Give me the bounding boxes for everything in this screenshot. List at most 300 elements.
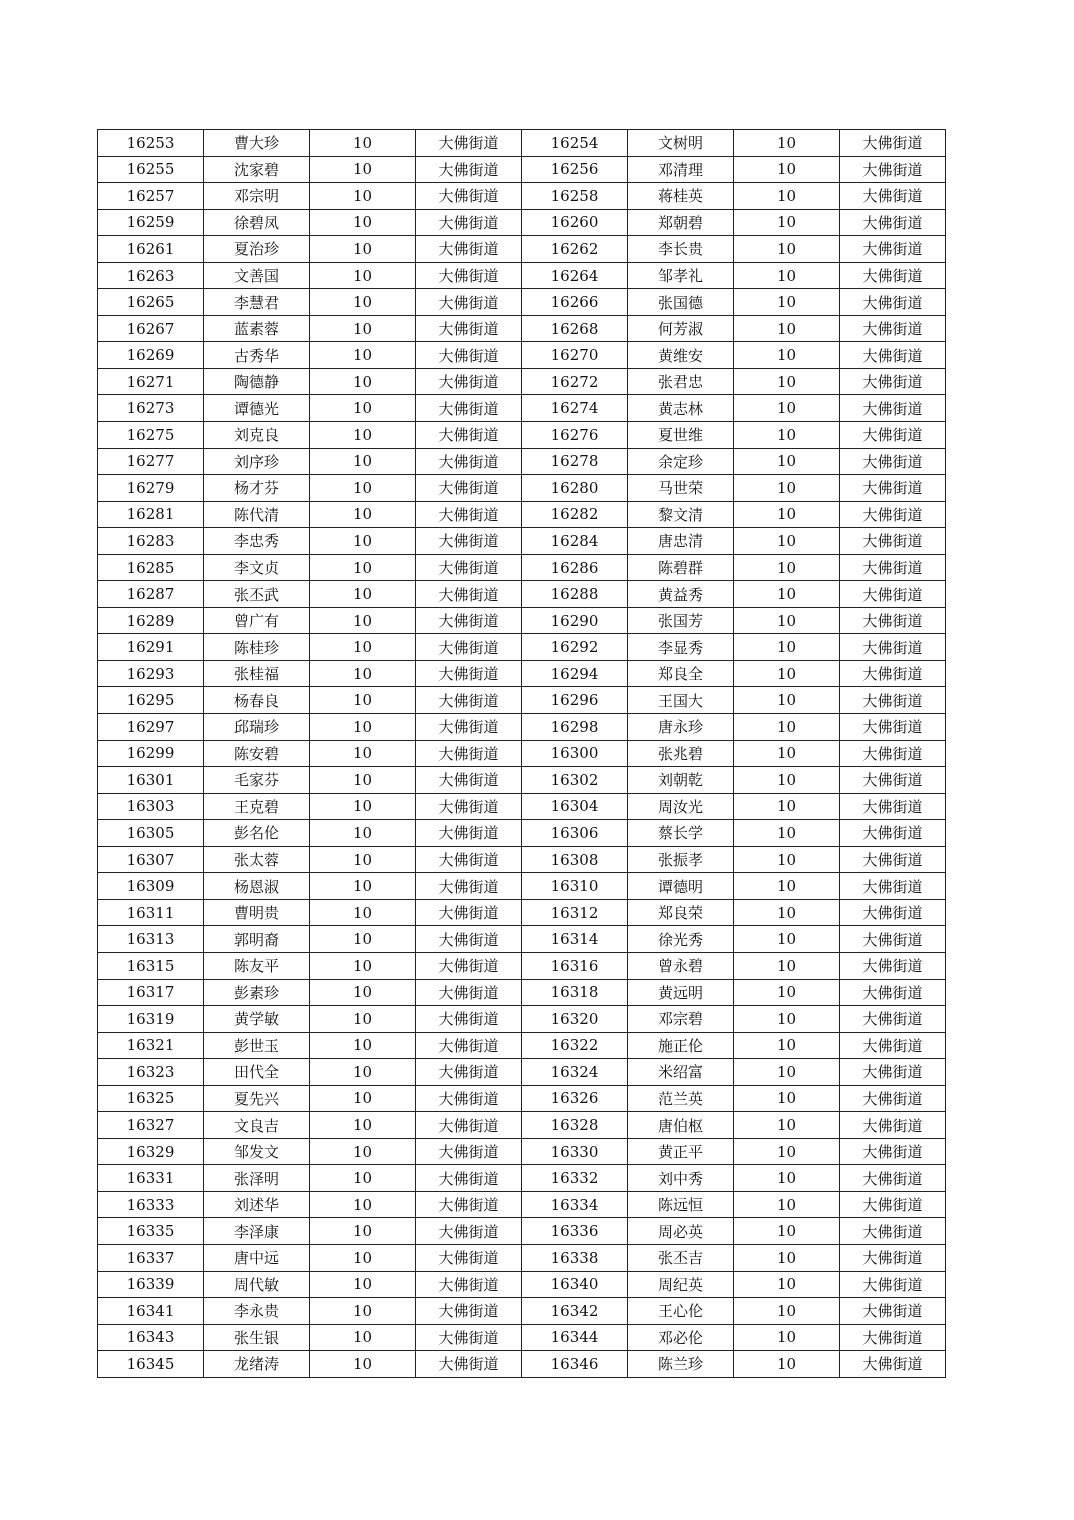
amount-cell: 10 (310, 634, 416, 661)
amount-cell: 10 (734, 740, 840, 767)
record-number-cell: 16286 (522, 554, 628, 581)
record-number-cell: 16329 (98, 1138, 204, 1165)
record-number-cell: 16314 (522, 926, 628, 953)
subdistrict-cell: 大佛街道 (840, 926, 946, 953)
amount-cell: 10 (734, 846, 840, 873)
amount-cell: 10 (310, 1244, 416, 1271)
record-number-cell: 16258 (522, 183, 628, 210)
person-name-cell: 李泽康 (204, 1218, 310, 1245)
record-number-cell: 16320 (522, 1006, 628, 1033)
record-number-cell: 16264 (522, 262, 628, 289)
subdistrict-cell: 大佛街道 (840, 660, 946, 687)
record-number-cell: 16326 (522, 1085, 628, 1112)
amount-cell: 10 (734, 1112, 840, 1139)
person-name-cell: 黄学敏 (204, 1006, 310, 1033)
subdistrict-cell: 大佛街道 (840, 1006, 946, 1033)
table-row (98, 793, 946, 820)
amount-cell: 10 (310, 767, 416, 794)
record-number-cell: 16315 (98, 952, 204, 979)
subdistrict-cell: 大佛街道 (416, 926, 522, 953)
amount-cell: 10 (310, 1351, 416, 1378)
record-number-cell: 16291 (98, 634, 204, 661)
person-name-cell: 黎文清 (628, 501, 734, 528)
person-name-cell: 文良吉 (204, 1112, 310, 1139)
table-row (98, 1298, 946, 1325)
record-number-cell: 16272 (522, 368, 628, 395)
subdistrict-cell: 大佛街道 (840, 475, 946, 502)
table-row (98, 289, 946, 316)
person-name-cell: 沈家碧 (204, 156, 310, 183)
table-row (98, 1324, 946, 1351)
subdistrict-cell: 大佛街道 (840, 1271, 946, 1298)
amount-cell: 10 (734, 315, 840, 342)
amount-cell: 10 (734, 395, 840, 422)
record-number-cell: 16318 (522, 979, 628, 1006)
subdistrict-cell: 大佛街道 (416, 342, 522, 369)
amount-cell: 10 (310, 368, 416, 395)
amount-cell: 10 (310, 926, 416, 953)
table-row (98, 501, 946, 528)
amount-cell: 10 (734, 767, 840, 794)
table-row (98, 1085, 946, 1112)
record-number-cell: 16273 (98, 395, 204, 422)
subdistrict-cell: 大佛街道 (416, 156, 522, 183)
table-row (98, 1218, 946, 1245)
person-name-cell: 唐伯枢 (628, 1112, 734, 1139)
amount-cell: 10 (734, 607, 840, 634)
subdistrict-cell: 大佛街道 (840, 554, 946, 581)
record-number-cell: 16299 (98, 740, 204, 767)
subdistrict-cell: 大佛街道 (416, 475, 522, 502)
person-name-cell: 余定珍 (628, 448, 734, 475)
table-row (98, 395, 946, 422)
amount-cell: 10 (734, 1059, 840, 1086)
amount-cell: 10 (734, 1271, 840, 1298)
table-row (98, 130, 946, 157)
record-number-cell: 16268 (522, 315, 628, 342)
table-row (98, 1138, 946, 1165)
table-row (98, 581, 946, 608)
record-number-cell: 16346 (522, 1351, 628, 1378)
subdistrict-cell: 大佛街道 (840, 740, 946, 767)
record-number-cell: 16282 (522, 501, 628, 528)
person-name-cell: 李显秀 (628, 634, 734, 661)
table-row (98, 634, 946, 661)
person-name-cell: 张丕吉 (628, 1244, 734, 1271)
subdistrict-cell: 大佛街道 (840, 156, 946, 183)
amount-cell: 10 (310, 1191, 416, 1218)
subdistrict-cell: 大佛街道 (840, 1165, 946, 1192)
table-row (98, 236, 946, 263)
subdistrict-cell: 大佛街道 (416, 289, 522, 316)
person-name-cell: 张君忠 (628, 368, 734, 395)
subdistrict-cell: 大佛街道 (416, 130, 522, 157)
amount-cell: 10 (310, 1112, 416, 1139)
table-row (98, 1006, 946, 1033)
amount-cell: 10 (310, 820, 416, 847)
subdistrict-cell: 大佛街道 (840, 846, 946, 873)
amount-cell: 10 (734, 209, 840, 236)
record-number-cell: 16305 (98, 820, 204, 847)
record-number-cell: 16255 (98, 156, 204, 183)
record-number-cell: 16259 (98, 209, 204, 236)
person-name-cell: 曾广有 (204, 607, 310, 634)
table-row (98, 528, 946, 555)
record-number-cell: 16328 (522, 1112, 628, 1139)
person-name-cell: 黄志林 (628, 395, 734, 422)
record-number-cell: 16284 (522, 528, 628, 555)
record-number-cell: 16313 (98, 926, 204, 953)
subdistrict-cell: 大佛街道 (416, 395, 522, 422)
subdistrict-cell: 大佛街道 (416, 183, 522, 210)
record-number-cell: 16294 (522, 660, 628, 687)
record-number-cell: 16330 (522, 1138, 628, 1165)
person-name-cell: 文善国 (204, 262, 310, 289)
subdistrict-cell: 大佛街道 (416, 368, 522, 395)
person-name-cell: 邹孝礼 (628, 262, 734, 289)
subdistrict-cell: 大佛街道 (416, 687, 522, 714)
record-number-cell: 16344 (522, 1324, 628, 1351)
amount-cell: 10 (734, 422, 840, 449)
record-number-cell: 16300 (522, 740, 628, 767)
record-number-cell: 16296 (522, 687, 628, 714)
table-row (98, 209, 946, 236)
table-row (98, 422, 946, 449)
person-name-cell: 陈代清 (204, 501, 310, 528)
person-name-cell: 何芳淑 (628, 315, 734, 342)
subdistrict-cell: 大佛街道 (416, 979, 522, 1006)
table-row (98, 952, 946, 979)
record-number-cell: 16261 (98, 236, 204, 263)
subdistrict-cell: 大佛街道 (416, 209, 522, 236)
person-name-cell: 刘述华 (204, 1191, 310, 1218)
amount-cell: 10 (310, 130, 416, 157)
record-number-cell: 16334 (522, 1191, 628, 1218)
amount-cell: 10 (734, 926, 840, 953)
person-name-cell: 刘朝乾 (628, 767, 734, 794)
person-name-cell: 周必英 (628, 1218, 734, 1245)
table-row (98, 183, 946, 210)
person-name-cell: 文树明 (628, 130, 734, 157)
subdistrict-cell: 大佛街道 (840, 1059, 946, 1086)
subdistrict-cell: 大佛街道 (416, 528, 522, 555)
record-number-cell: 16278 (522, 448, 628, 475)
roster-body (98, 130, 946, 1378)
record-number-cell: 16325 (98, 1085, 204, 1112)
subdistrict-cell: 大佛街道 (416, 262, 522, 289)
subdistrict-cell: 大佛街道 (840, 422, 946, 449)
person-name-cell: 郭明裔 (204, 926, 310, 953)
subdistrict-cell: 大佛街道 (416, 793, 522, 820)
subdistrict-cell: 大佛街道 (416, 1271, 522, 1298)
subdistrict-cell: 大佛街道 (416, 1006, 522, 1033)
amount-cell: 10 (310, 1138, 416, 1165)
person-name-cell: 夏世维 (628, 422, 734, 449)
table-row (98, 740, 946, 767)
amount-cell: 10 (734, 1191, 840, 1218)
amount-cell: 10 (310, 1032, 416, 1059)
record-number-cell: 16267 (98, 315, 204, 342)
subdistrict-cell: 大佛街道 (416, 1112, 522, 1139)
record-number-cell: 16279 (98, 475, 204, 502)
record-number-cell: 16293 (98, 660, 204, 687)
record-number-cell: 16277 (98, 448, 204, 475)
subdistrict-cell: 大佛街道 (840, 1218, 946, 1245)
subdistrict-cell: 大佛街道 (840, 634, 946, 661)
amount-cell: 10 (734, 1218, 840, 1245)
record-number-cell: 16285 (98, 554, 204, 581)
record-number-cell: 16345 (98, 1351, 204, 1378)
table-row (98, 1271, 946, 1298)
amount-cell: 10 (310, 1271, 416, 1298)
subdistrict-cell: 大佛街道 (840, 448, 946, 475)
subdistrict-cell: 大佛街道 (840, 979, 946, 1006)
amount-cell: 10 (734, 1138, 840, 1165)
person-name-cell: 张国芳 (628, 607, 734, 634)
person-name-cell: 郑朝碧 (628, 209, 734, 236)
record-number-cell: 16342 (522, 1298, 628, 1325)
subdistrict-cell: 大佛街道 (840, 1032, 946, 1059)
amount-cell: 10 (310, 528, 416, 555)
record-number-cell: 16307 (98, 846, 204, 873)
subdistrict-cell: 大佛街道 (840, 820, 946, 847)
subdistrict-cell: 大佛街道 (840, 1298, 946, 1325)
table-row (98, 1191, 946, 1218)
subdistrict-cell: 大佛街道 (416, 1351, 522, 1378)
roster-table (97, 129, 946, 1378)
amount-cell: 10 (310, 342, 416, 369)
person-name-cell: 蔡长学 (628, 820, 734, 847)
table-row (98, 315, 946, 342)
amount-cell: 10 (734, 448, 840, 475)
amount-cell: 10 (734, 236, 840, 263)
amount-cell: 10 (310, 581, 416, 608)
amount-cell: 10 (310, 554, 416, 581)
subdistrict-cell: 大佛街道 (416, 740, 522, 767)
record-number-cell: 16336 (522, 1218, 628, 1245)
person-name-cell: 陈安碧 (204, 740, 310, 767)
subdistrict-cell: 大佛街道 (840, 1138, 946, 1165)
amount-cell: 10 (310, 183, 416, 210)
table-row (98, 1244, 946, 1271)
record-number-cell: 16341 (98, 1298, 204, 1325)
subdistrict-cell: 大佛街道 (416, 767, 522, 794)
person-name-cell: 陈碧群 (628, 554, 734, 581)
table-row (98, 262, 946, 289)
subdistrict-cell: 大佛街道 (840, 952, 946, 979)
table-row (98, 475, 946, 502)
amount-cell: 10 (734, 130, 840, 157)
person-name-cell: 曹大珍 (204, 130, 310, 157)
person-name-cell: 邓必伦 (628, 1324, 734, 1351)
table-row (98, 1165, 946, 1192)
table-row (98, 660, 946, 687)
record-number-cell: 16327 (98, 1112, 204, 1139)
subdistrict-cell: 大佛街道 (840, 528, 946, 555)
amount-cell: 10 (734, 1006, 840, 1033)
person-name-cell: 黄正平 (628, 1138, 734, 1165)
person-name-cell: 郑良荣 (628, 899, 734, 926)
record-number-cell: 16292 (522, 634, 628, 661)
amount-cell: 10 (734, 1298, 840, 1325)
amount-cell: 10 (734, 714, 840, 741)
person-name-cell: 杨才芬 (204, 475, 310, 502)
record-number-cell: 16321 (98, 1032, 204, 1059)
subdistrict-cell: 大佛街道 (840, 793, 946, 820)
table-row (98, 687, 946, 714)
subdistrict-cell: 大佛街道 (416, 846, 522, 873)
subdistrict-cell: 大佛街道 (840, 368, 946, 395)
record-number-cell: 16306 (522, 820, 628, 847)
person-name-cell: 张泽明 (204, 1165, 310, 1192)
amount-cell: 10 (310, 1059, 416, 1086)
person-name-cell: 杨春良 (204, 687, 310, 714)
person-name-cell: 曹明贵 (204, 899, 310, 926)
person-name-cell: 蒋桂英 (628, 183, 734, 210)
person-name-cell: 黄远明 (628, 979, 734, 1006)
person-name-cell: 毛家芬 (204, 767, 310, 794)
subdistrict-cell: 大佛街道 (840, 687, 946, 714)
person-name-cell: 李长贵 (628, 236, 734, 263)
amount-cell: 10 (734, 1032, 840, 1059)
amount-cell: 10 (734, 687, 840, 714)
person-name-cell: 张生银 (204, 1324, 310, 1351)
amount-cell: 10 (734, 1324, 840, 1351)
subdistrict-cell: 大佛街道 (416, 660, 522, 687)
table-row (98, 820, 946, 847)
amount-cell: 10 (310, 952, 416, 979)
table-row (98, 899, 946, 926)
subdistrict-cell: 大佛街道 (416, 422, 522, 449)
subdistrict-cell: 大佛街道 (416, 581, 522, 608)
subdistrict-cell: 大佛街道 (416, 607, 522, 634)
subdistrict-cell: 大佛街道 (840, 1085, 946, 1112)
amount-cell: 10 (310, 1324, 416, 1351)
person-name-cell: 张国德 (628, 289, 734, 316)
subdistrict-cell: 大佛街道 (840, 395, 946, 422)
record-number-cell: 16257 (98, 183, 204, 210)
table-row (98, 926, 946, 953)
table-row (98, 767, 946, 794)
amount-cell: 10 (310, 236, 416, 263)
record-number-cell: 16276 (522, 422, 628, 449)
person-name-cell: 陈友平 (204, 952, 310, 979)
person-name-cell: 徐碧凤 (204, 209, 310, 236)
subdistrict-cell: 大佛街道 (416, 820, 522, 847)
person-name-cell: 龙绪涛 (204, 1351, 310, 1378)
subdistrict-cell: 大佛街道 (840, 607, 946, 634)
record-number-cell: 16297 (98, 714, 204, 741)
amount-cell: 10 (734, 793, 840, 820)
amount-cell: 10 (310, 660, 416, 687)
amount-cell: 10 (310, 607, 416, 634)
amount-cell: 10 (310, 714, 416, 741)
amount-cell: 10 (310, 899, 416, 926)
record-number-cell: 16281 (98, 501, 204, 528)
person-name-cell: 唐中远 (204, 1244, 310, 1271)
record-number-cell: 16283 (98, 528, 204, 555)
record-number-cell: 16303 (98, 793, 204, 820)
person-name-cell: 王克碧 (204, 793, 310, 820)
record-number-cell: 16298 (522, 714, 628, 741)
person-name-cell: 邓宗明 (204, 183, 310, 210)
person-name-cell: 范兰英 (628, 1085, 734, 1112)
record-number-cell: 16288 (522, 581, 628, 608)
person-name-cell: 李慧君 (204, 289, 310, 316)
amount-cell: 10 (734, 475, 840, 502)
record-number-cell: 16271 (98, 368, 204, 395)
person-name-cell: 陈远恒 (628, 1191, 734, 1218)
amount-cell: 10 (310, 1165, 416, 1192)
subdistrict-cell: 大佛街道 (416, 1324, 522, 1351)
person-name-cell: 唐忠清 (628, 528, 734, 555)
amount-cell: 10 (310, 1085, 416, 1112)
person-name-cell: 谭德光 (204, 395, 310, 422)
amount-cell: 10 (734, 528, 840, 555)
person-name-cell: 彭世玉 (204, 1032, 310, 1059)
amount-cell: 10 (310, 687, 416, 714)
amount-cell: 10 (310, 740, 416, 767)
amount-cell: 10 (310, 262, 416, 289)
record-number-cell: 16340 (522, 1271, 628, 1298)
person-name-cell: 刘中秀 (628, 1165, 734, 1192)
record-number-cell: 16266 (522, 289, 628, 316)
amount-cell: 10 (310, 422, 416, 449)
record-number-cell: 16316 (522, 952, 628, 979)
record-number-cell: 16339 (98, 1271, 204, 1298)
subdistrict-cell: 大佛街道 (840, 209, 946, 236)
amount-cell: 10 (734, 979, 840, 1006)
amount-cell: 10 (734, 289, 840, 316)
table-row (98, 1032, 946, 1059)
record-number-cell: 16322 (522, 1032, 628, 1059)
amount-cell: 10 (310, 1298, 416, 1325)
record-number-cell: 16335 (98, 1218, 204, 1245)
subdistrict-cell: 大佛街道 (416, 1218, 522, 1245)
amount-cell: 10 (734, 952, 840, 979)
subdistrict-cell: 大佛街道 (416, 1032, 522, 1059)
record-number-cell: 16269 (98, 342, 204, 369)
record-number-cell: 16260 (522, 209, 628, 236)
subdistrict-cell: 大佛街道 (840, 1244, 946, 1271)
subdistrict-cell: 大佛街道 (840, 130, 946, 157)
subdistrict-cell: 大佛街道 (416, 236, 522, 263)
amount-cell: 10 (310, 979, 416, 1006)
record-number-cell: 16290 (522, 607, 628, 634)
amount-cell: 10 (734, 581, 840, 608)
amount-cell: 10 (310, 315, 416, 342)
table-row (98, 342, 946, 369)
record-number-cell: 16310 (522, 873, 628, 900)
record-number-cell: 16295 (98, 687, 204, 714)
person-name-cell: 李文贞 (204, 554, 310, 581)
table-row (98, 554, 946, 581)
record-number-cell: 16308 (522, 846, 628, 873)
subdistrict-cell: 大佛街道 (416, 1165, 522, 1192)
person-name-cell: 田代全 (204, 1059, 310, 1086)
record-number-cell: 16275 (98, 422, 204, 449)
amount-cell: 10 (310, 873, 416, 900)
subdistrict-cell: 大佛街道 (416, 448, 522, 475)
subdistrict-cell: 大佛街道 (840, 315, 946, 342)
table-row (98, 1112, 946, 1139)
amount-cell: 10 (734, 820, 840, 847)
amount-cell: 10 (734, 554, 840, 581)
subdistrict-cell: 大佛街道 (840, 501, 946, 528)
person-name-cell: 蓝素蓉 (204, 315, 310, 342)
subdistrict-cell: 大佛街道 (416, 1298, 522, 1325)
subdistrict-cell: 大佛街道 (840, 899, 946, 926)
